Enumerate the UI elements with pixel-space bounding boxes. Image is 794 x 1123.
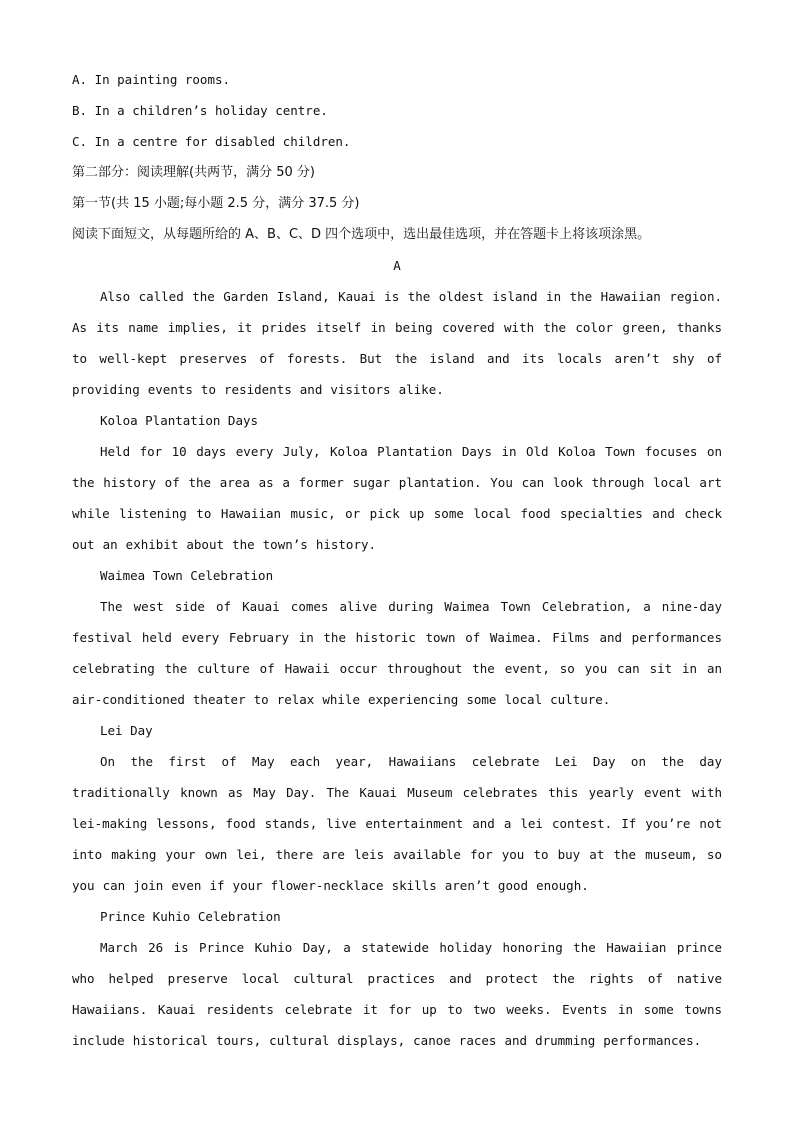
event-title-lei-day: Lei Day [100,723,153,738]
answer-option-b: B. In a children’s holiday centre. [72,103,328,118]
document-page [72,64,722,1056]
subsection-title: 第一节(共 15 小题;每小题 2.5 分，满分 37.5 分) [72,196,360,211]
passage-intro: Also called the Garden Island, Kauai is the oldest island in the Hawaiian region. As its name implies, it prides itself in being covered with the color green, thanks to well-kept preserves of forests. But the island and its locals aren’t shy of providing events to residents and visitors alike. [72,289,722,397]
event-title-prince-kuhio: Prince Kuhio Celebration [100,909,281,924]
passage-label: A [393,258,401,273]
event-body-waimea: The west side of Kauai comes alive during Waimea Town Celebration, a nine-day festival held every February in the historic town of Waimea. Films and performances celebrating the culture of Hawaii occur throughout the event, so you can sit in an air-conditioned theater to relax while experiencing some local culture. [72,599,722,707]
event-body-lei-day: On the first of May each year, Hawaiians celebrate Lei Day on the day traditionally known as May Day. The Kauai Museum celebrates this yearly event with lei-making lessons, food stands, live entertainment and a lei contest. If you’re not into making your own lei, there are leis available for you to buy at the museum, so you can join even if your flower-necklace skills aren’t good enough. [72,754,722,893]
answer-option-a: A. In painting rooms. [72,72,231,87]
event-body-koloa: Held for 10 days every July, Koloa Plantation Days in Old Koloa Town focuses on the history of the area as a former sugar plantation. You can look through local art while listening to Hawaiian music, or pick up some local food specialties and check out an exhibit about the town’s history. [72,444,722,552]
event-body-prince-kuhio: March 26 is Prince Kuhio Day, a statewide holiday honoring the Hawaiian prince who helped preserve local cultural practices and protect the rights of native Hawaiians. Kauai residents celebrate it for up to two weeks. Events in some towns include historical tours, cultural displays, canoe races and drumming performances. [72,940,722,1048]
instruction-text: 阅读下面短文，从每题所给的 A、B、C、D 四个选项中，选出最佳选项，并在答题卡上将该项涂黑。 [72,227,651,242]
part-title: 第二部分：阅读理解(共两节，满分 50 分) [72,165,315,180]
event-title-koloa: Koloa Plantation Days [100,413,259,428]
event-title-waimea: Waimea Town Celebration [100,568,274,583]
answer-option-c: C. In a centre for disabled children. [72,134,351,149]
